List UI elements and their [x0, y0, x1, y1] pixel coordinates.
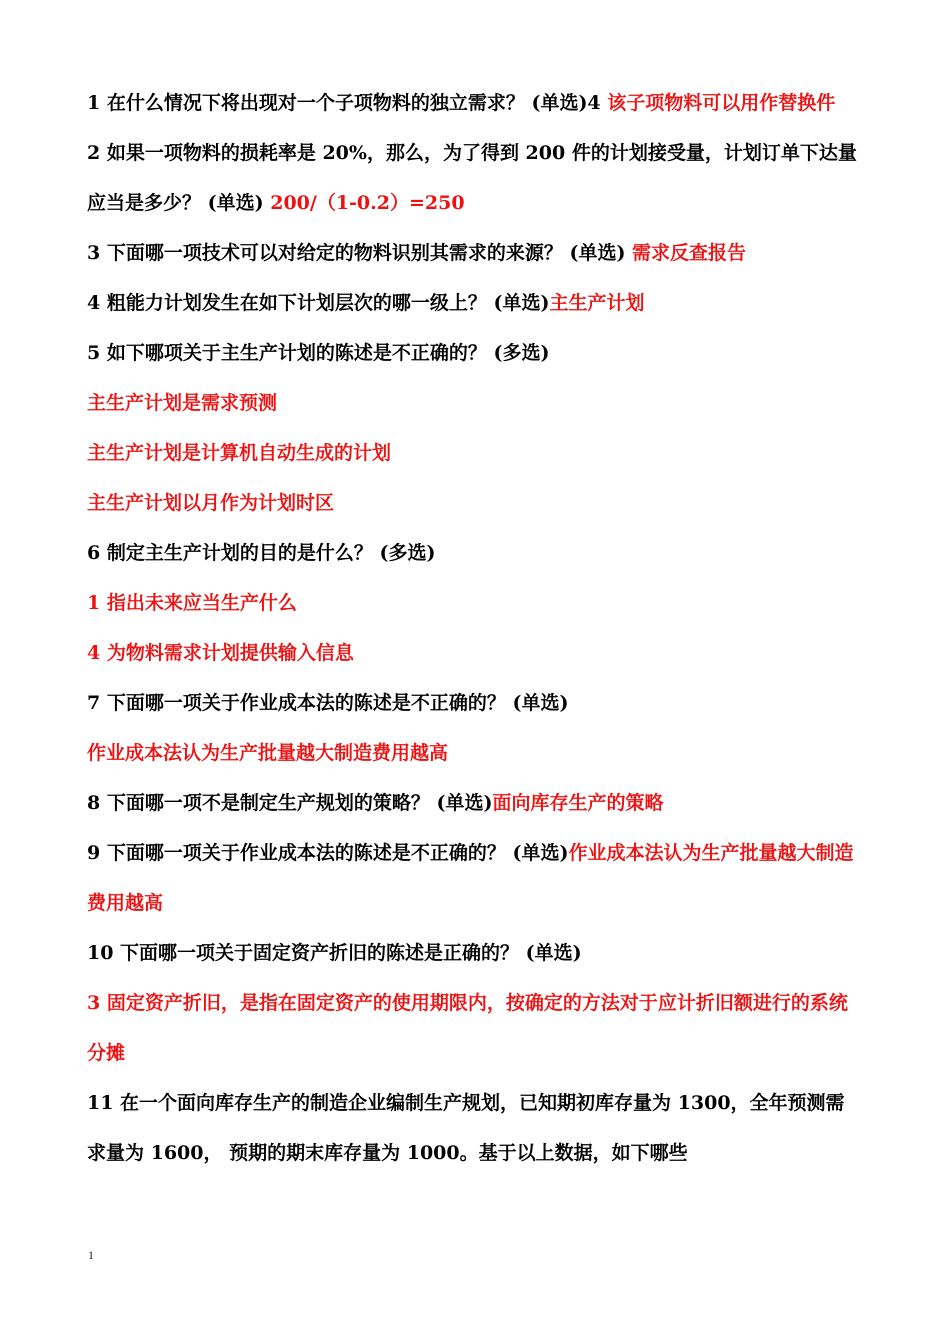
answer-text: 该子项物料可以用作替换件	[607, 92, 836, 114]
question-text: 2 如果一项物料的损耗率是 20%，那么，为了得到 200 件的计划接受量，计划订单下达量应当是多少？ (单选)	[87, 142, 857, 214]
question-text: 1 在什么情况下将出现对一个子项物料的独立需求？ (单选)4	[87, 92, 608, 114]
answer-option: 主生产计划是需求预测	[87, 392, 278, 414]
question-8	[87, 778, 863, 828]
answer-option: 主生产计划是计算机自动生成的计划	[87, 442, 392, 464]
question-10: 10 下面哪一项关于固定资产折旧的陈述是正确的？ (单选)	[87, 942, 582, 964]
question-text: 4 粗能力计划发生在如下计划层次的哪一级上？ (单选)	[87, 292, 550, 314]
answer-text: 主生产计划	[549, 292, 645, 314]
document-page	[87, 78, 863, 1178]
answer-text: 作业成本法认为生产批量越大制造费用越高	[87, 842, 854, 914]
question-text: 9 下面哪一项关于作业成本法的陈述是不正确的？ (单选)	[87, 842, 569, 864]
question-6: 6 制定主生产计划的目的是什么？ (多选)	[87, 542, 436, 564]
answer-text: 3 固定资产折旧，是指在固定资产的使用期限内，按确定的方法对于应计折旧额进行的系统分摊	[87, 992, 848, 1064]
question-9	[87, 828, 863, 928]
question-4	[87, 278, 863, 328]
question-7: 7 下面哪一项关于作业成本法的陈述是不正确的？ (单选)	[87, 692, 569, 714]
answer-option: 4 为物料需求计划提供输入信息	[87, 642, 354, 664]
answer-text: 需求反查报告	[632, 242, 747, 264]
answer-text: 面向库存生产的策略	[492, 792, 664, 814]
answer-text: 200/（1-0.2）=250	[270, 192, 465, 214]
question-1	[87, 78, 863, 128]
page-number: 1	[88, 1248, 94, 1262]
answer-option: 1 指出未来应当生产什么	[87, 592, 297, 614]
question-11: 11 在一个面向库存生产的制造企业编制生产规划，已知期初库存量为 1300，全年预测需求量为 1600， 预期的期末库存量为 1000。基于以上数据，如下哪些	[87, 1092, 845, 1164]
question-2	[87, 128, 863, 228]
answer-text: 作业成本法认为生产批量越大制造费用越高	[87, 742, 449, 764]
question-3	[87, 228, 863, 278]
question-text: 8 下面哪一项不是制定生产规划的策略？ (单选)	[87, 792, 493, 814]
question-5: 5 如下哪项关于主生产计划的陈述是不正确的？ (多选)	[87, 342, 550, 364]
question-text: 3 下面哪一项技术可以对给定的物料识别其需求的来源？ (单选)	[87, 242, 633, 264]
answer-option: 主生产计划以月作为计划时区	[87, 492, 335, 514]
